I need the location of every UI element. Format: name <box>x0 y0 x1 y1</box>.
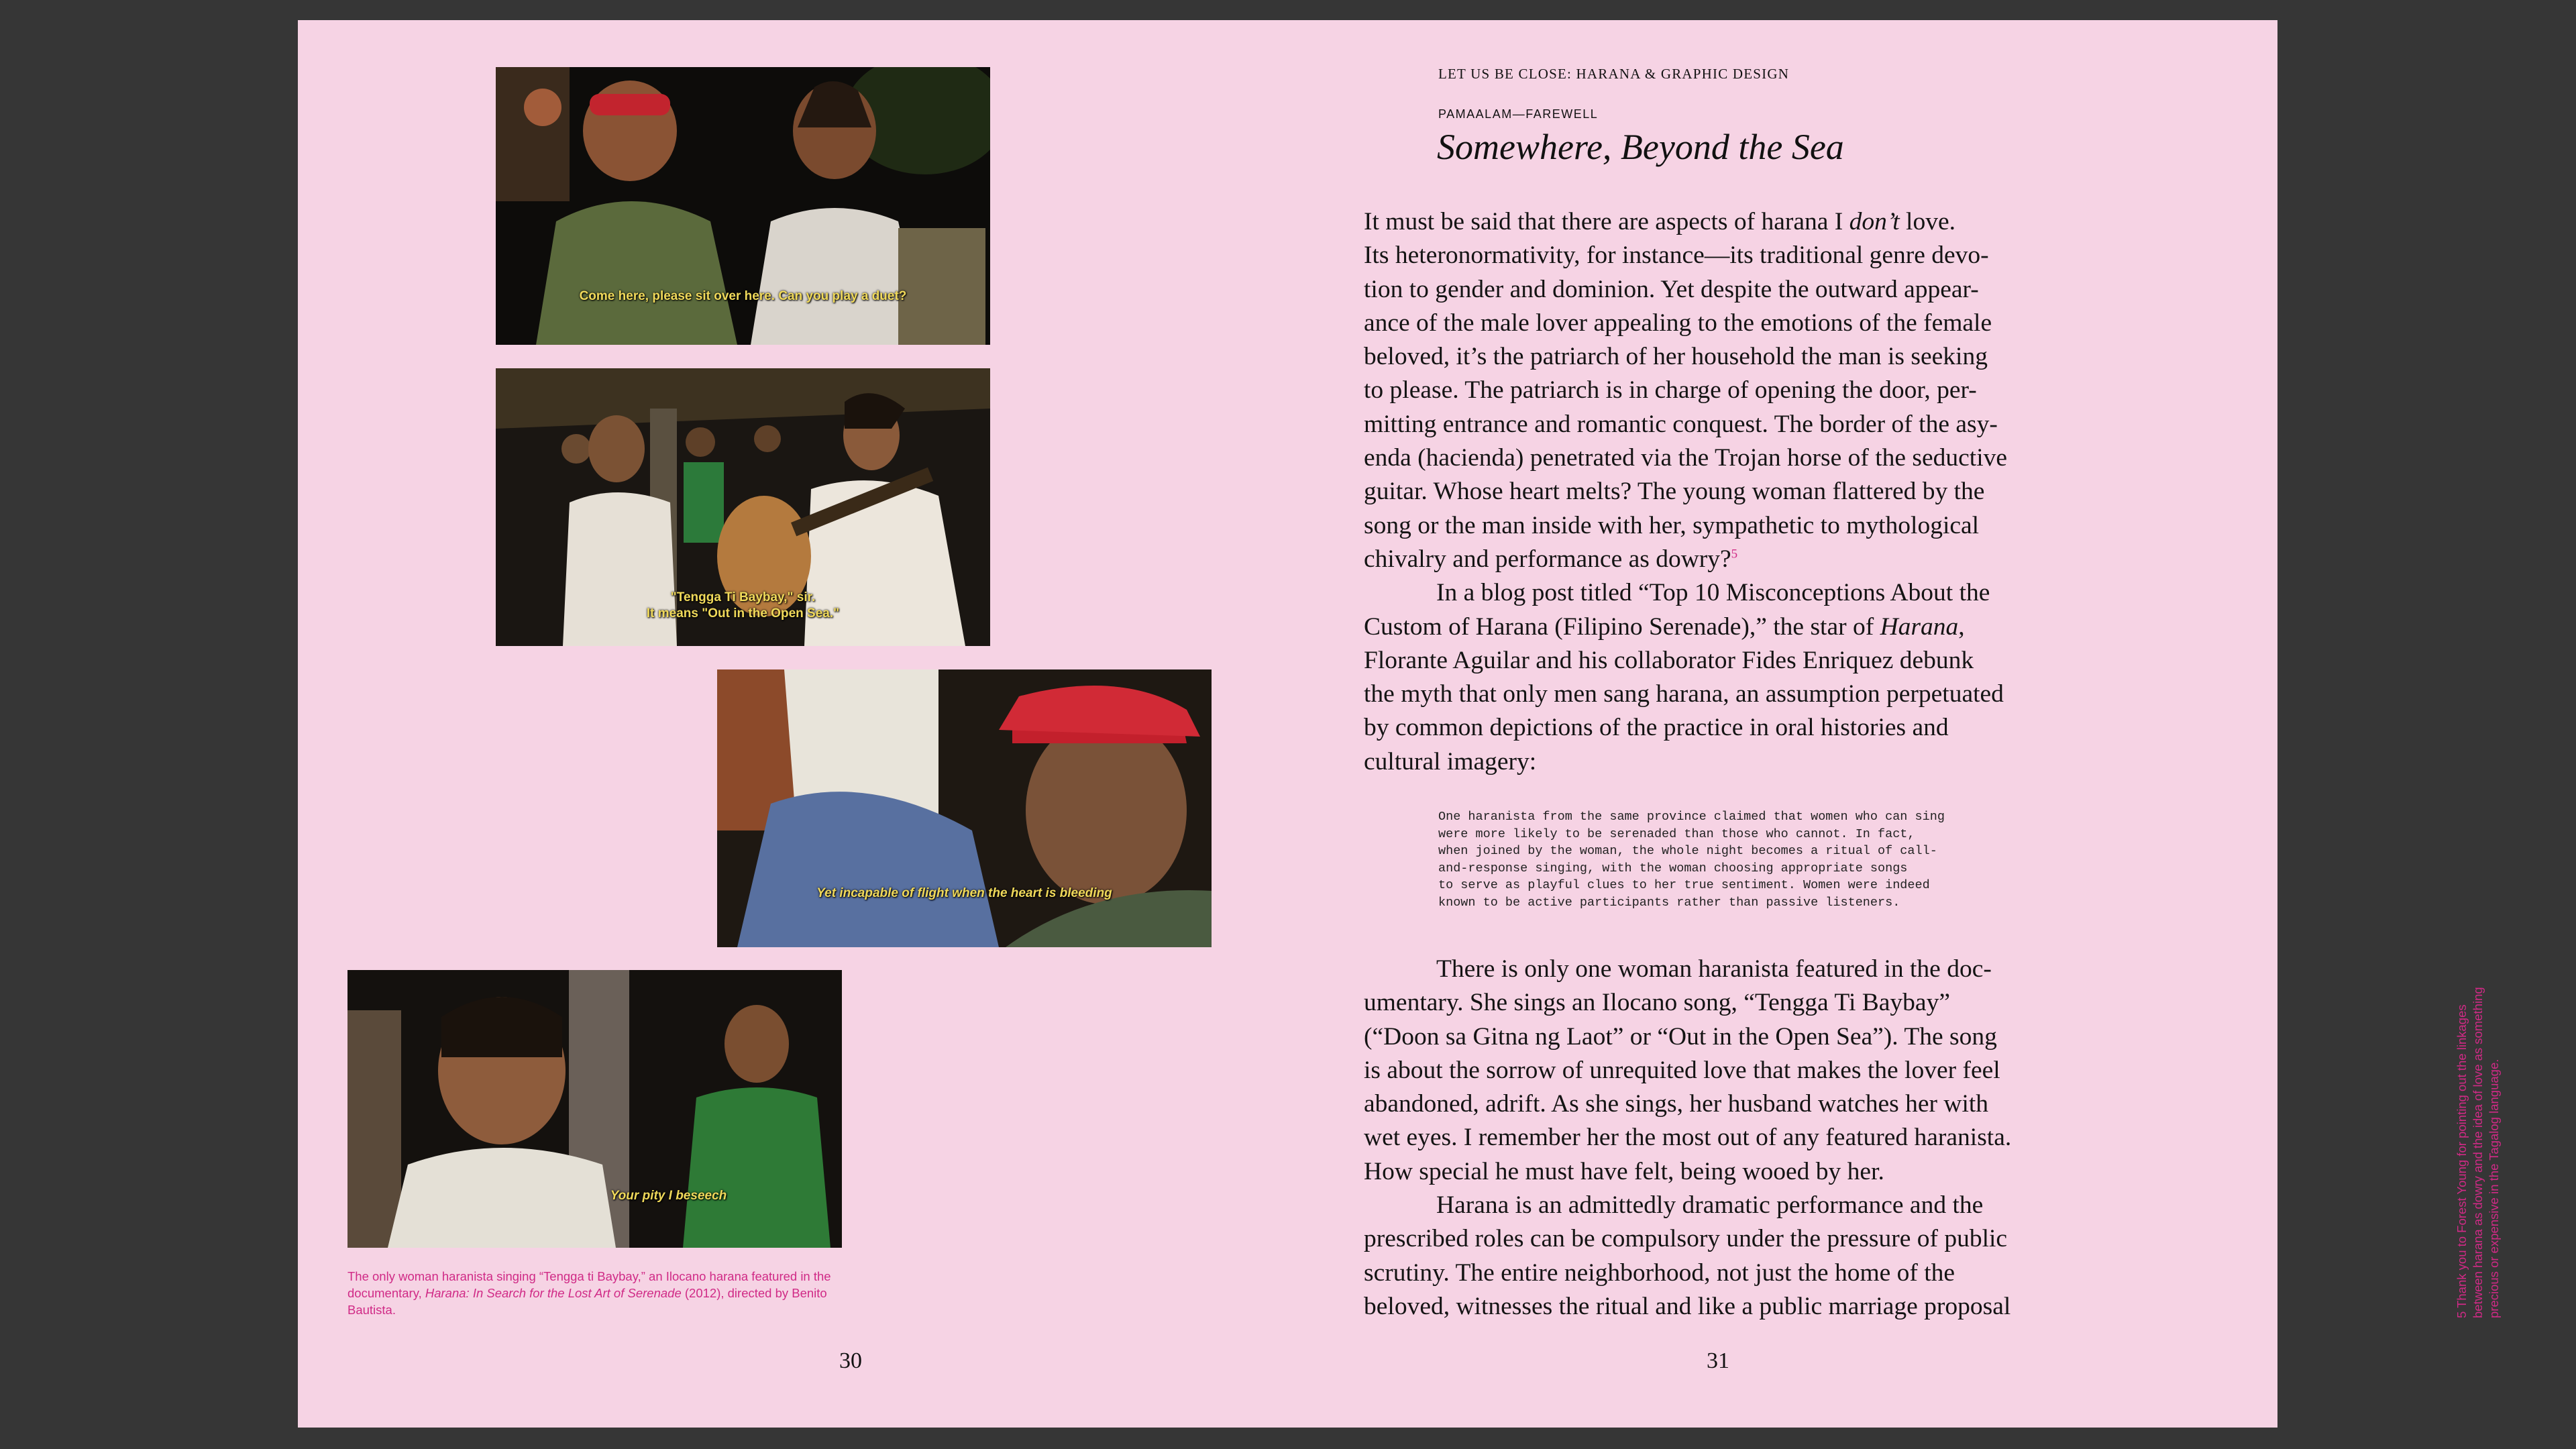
text-line: ance of the male lover appealing to the emotions of the female <box>1364 309 1992 337</box>
emphasis: don’t <box>1849 208 1900 235</box>
text-line: mitting entrance and romantic conquest. The border of the asy- <box>1364 410 1998 438</box>
page-number-left: 30 <box>839 1348 862 1373</box>
text-run: , <box>1958 612 1965 641</box>
text-line: How special he must have felt, being wooed by her. <box>1364 1157 1884 1185</box>
text-line: beloved, it’s the patriarch of her household the man is seeking <box>1364 343 1988 371</box>
film-still-3 <box>717 669 1212 947</box>
film-still-4 <box>347 970 842 1248</box>
caption-text-2: (2012), directed by Benito Bautista. <box>347 1286 827 1317</box>
text-line: Harana is an admittedly dramatic performance and the <box>1436 1191 1984 1220</box>
footnote-line: precious or expensive in the Tagalog language. <box>2487 1059 2501 1318</box>
text-line: Florante Aguilar and his collaborator Fides Enriquez debunk <box>1364 646 1974 674</box>
text-run: It must be said that there are aspects of harana I <box>1364 208 1849 235</box>
film-still-2-subtitle-line2: It means "Out in the Open Sea." <box>646 606 840 621</box>
quote-line: known to be active participants rather than passive listeners. <box>1438 895 1900 910</box>
footnote-line: 5 Thank you to Forest Young for pointing out the linkages <box>2455 1004 2469 1318</box>
text-line: enda (hacienda) penetrated via the Trojan horse of the seductive <box>1364 444 2008 472</box>
block-quote <box>1438 808 2029 911</box>
caption-film-title: Harana: In Search for the Lost Art of Serenade <box>425 1286 682 1300</box>
footnote-reference[interactable]: 5 <box>1731 547 1738 561</box>
section-kicker: PAMAALAM—FAREWELL <box>1438 107 1599 121</box>
film-still-2-subtitle <box>496 590 990 622</box>
footnote-5 <box>2454 916 2502 1318</box>
page-number-right: 31 <box>1707 1348 1729 1373</box>
text-line: tion to gender and dominion. Yet despite the outward appear- <box>1364 275 1979 303</box>
text-line: abandoned, adrift. As she sings, her husband watches her with <box>1364 1090 1989 1118</box>
text-line: In a blog post titled “Top 10 Misconceptions About the <box>1436 579 1990 607</box>
quote-line: and-response singing, with the woman choosing appropriate songs <box>1438 861 1908 875</box>
text-line <box>1364 543 2075 576</box>
quote-line: were more likely to be serenaded than those who cannot. In fact, <box>1438 826 1915 841</box>
text-line: prescribed roles can be compulsory under the pressure of public <box>1364 1225 2008 1253</box>
text-line: scrutiny. The entire neighborhood, not just the home of the <box>1364 1258 1955 1287</box>
caption-text-1: The only woman haranista singing “Tengga ti Baybay,” an Ilocano harana featured in the documentary, <box>347 1269 831 1300</box>
text-line: song or the man inside with her, sympathetic to mythological <box>1364 511 1980 539</box>
text-line: beloved, witnesses the ritual and like a public marriage proposal <box>1364 1292 2011 1320</box>
running-head: LET US BE CLOSE: HARANA & GRAPHIC DESIGN <box>1438 66 1790 82</box>
text-line: the myth that only men sang harana, an assumption perpetuated <box>1364 680 2004 708</box>
text-run: Custom of Harana (Filipino Serenade),” the star of <box>1364 612 1880 641</box>
film-still-4-subtitle: Your pity I beseech <box>610 1189 727 1203</box>
text-line: cultural imagery: <box>1364 747 1537 775</box>
text-run: chivalry and performance as dowry? <box>1364 545 1731 573</box>
film-still-2 <box>496 368 990 646</box>
film-still-1 <box>496 67 990 345</box>
film-still-3-subtitle: Yet incapable of flight when the heart is bleeding <box>816 886 1112 900</box>
film-still-2-subtitle-line1: "Tengga Ti Baybay," sir. <box>670 590 816 604</box>
emphasis: Harana <box>1880 612 1959 641</box>
text-line: Its heteronormativity, for instance—its traditional genre devo- <box>1364 241 1989 270</box>
text-line <box>1364 610 2075 644</box>
figure-caption <box>347 1268 844 1318</box>
text-line: by common depictions of the practice in oral histories and <box>1364 714 1949 742</box>
film-still-4-image <box>347 970 842 1248</box>
book-spread <box>298 20 2501 1428</box>
text-line: guitar. Whose heart melts? The young woman flattered by the <box>1364 478 1985 506</box>
section-title: Somewhere, Beyond the Sea <box>1437 127 1844 167</box>
quote-line: One haranista from the same province claimed that women who can sing <box>1438 810 1945 824</box>
text-line: wet eyes. I remember her the most out of any featured haranista. <box>1364 1124 2012 1152</box>
quote-line: when joined by the woman, the whole night becomes a ritual of call- <box>1438 844 1937 858</box>
film-still-3-image <box>717 669 1212 947</box>
text-line: is about the sorrow of unrequited love that makes the lover feel <box>1364 1056 2000 1084</box>
text-line: (“Doon sa Gitna ng Laot” or “Out in the Open Sea”). The song <box>1364 1022 1997 1051</box>
text-run: love. <box>1899 208 1955 235</box>
film-still-1-subtitle: Come here, please sit over here. Can you play a duet? <box>579 289 907 303</box>
text-line: to please. The patriarch is in charge of opening the door, per- <box>1364 376 1977 405</box>
text-line: There is only one woman haranista featured in the doc- <box>1436 955 1992 983</box>
body-text-top <box>1364 205 2075 779</box>
text-line <box>1364 205 2075 239</box>
quote-line: to serve as playful clues to her true sentiment. Women were indeed <box>1438 878 1930 892</box>
text-line: umentary. She sings an Ilocano song, “Tengga Ti Baybay” <box>1364 989 1950 1017</box>
body-text-bottom <box>1364 953 2075 1324</box>
footnote-line: between harana as dowry and the idea of love as something <box>2471 987 2485 1318</box>
